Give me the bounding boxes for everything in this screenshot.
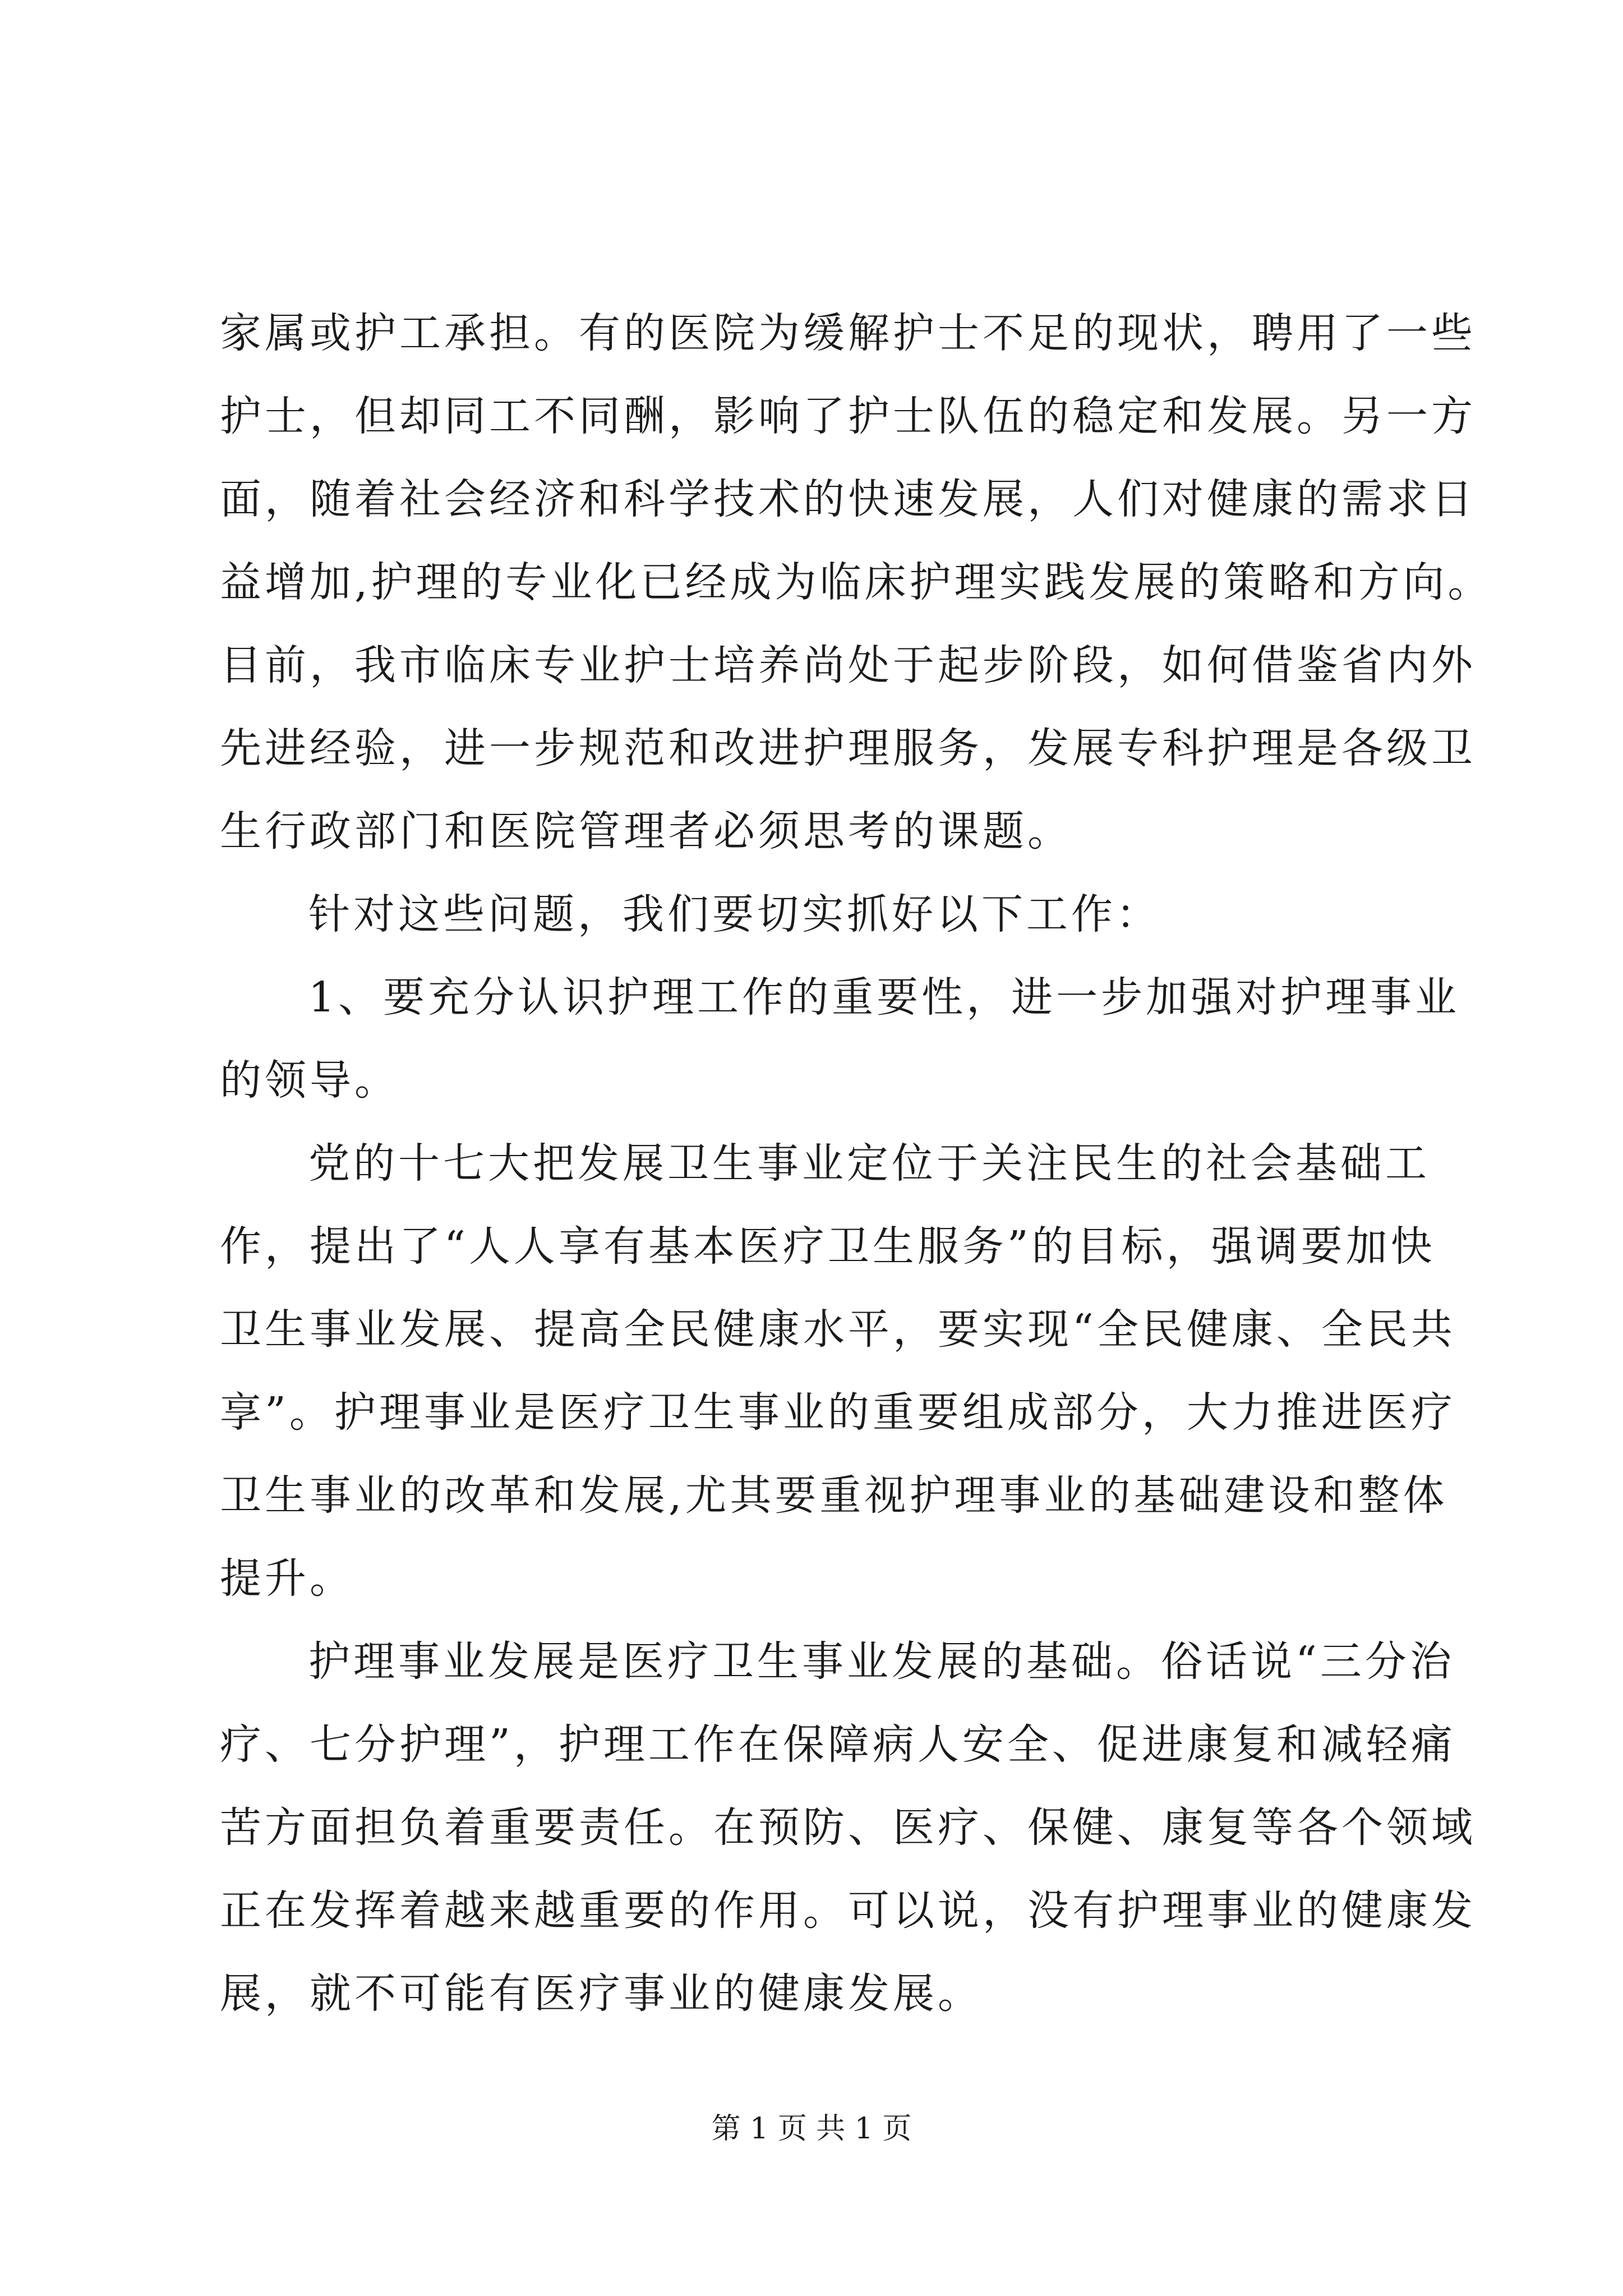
- paragraph-start-line: 党的十七大把发展卫生事业定位于关注民生的社会基础工: [308, 1139, 1430, 1188]
- text-line: 护士，但却同工不同酬，影响了护士队伍的稳定和发展。另一方: [220, 392, 1476, 440]
- text-line: 苦方面担负着重要责任。在预防、医疗、保健、康复等各个领域: [220, 1803, 1476, 1852]
- text-line: 展，就不可能有医疗事业的健康发展。: [220, 1970, 983, 2018]
- text-line: 目前，我市临床专业护士培养尚处于起步阶段，如何借鉴省内外: [220, 641, 1476, 689]
- text-line: 卫生事业的改革和发展,尤其要重视护理事业的基础建设和整体: [220, 1471, 1448, 1520]
- section-heading-line: 的领导。: [220, 1056, 399, 1105]
- text-line: 提升。: [220, 1554, 354, 1603]
- paragraph-start-line: 针对这些问题，我们要切实抓好以下工作：: [308, 890, 1161, 938]
- text-line: 先进经验，进一步规范和改进护理服务，发展专科护理是各级卫: [220, 724, 1476, 772]
- paragraph-start-line: 护理事业发展是医疗卫生事业发展的基础。俗话说“三分治: [308, 1637, 1455, 1686]
- document-body: [220, 292, 1493, 2035]
- text-line: 面，随着社会经济和科学技术的快速发展，人们对健康的需求日: [220, 475, 1476, 523]
- text-line: 卫生事业发展、提高全民健康水平，要实现“全民健康、全民共: [220, 1305, 1456, 1354]
- text-line: 享”。护理事业是医疗卫生事业的重要组成部分，大力推进医疗: [220, 1388, 1456, 1437]
- text-line: 家属或护工承担。有的医院为缓解护士不足的现状，聘用了一些: [220, 309, 1476, 357]
- page-number-footer: 第 1 页 共 1 页: [711, 2112, 912, 2146]
- text-line: 疗、七分护理”，护理工作在保障病人安全、促进康复和减轻痛: [220, 1720, 1456, 1769]
- text-line: 正在发挥着越来越重要的作用。可以说，没有护理事业的健康发: [220, 1887, 1476, 1935]
- text-line: 益增加,护理的专业化已经成为临床护理实践发展的策略和方向。: [220, 558, 1493, 606]
- section-heading-line: 1、要充分认识护理工作的重要性，进一步加强对护理事业: [308, 973, 1460, 1022]
- text-line: 生行政部门和医院管理者必须思考的课题。: [220, 807, 1072, 855]
- text-line: 作，提出了“人人享有基本医疗卫生服务”的目标，强调要加快: [220, 1222, 1436, 1271]
